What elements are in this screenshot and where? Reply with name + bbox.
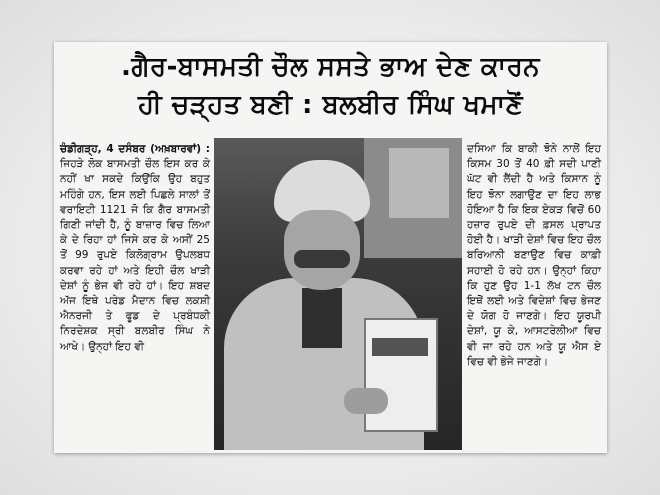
man-beard [294, 250, 350, 268]
article-photo [214, 138, 462, 450]
headline-line-2: ਹੀ ਚੜ੍ਹਤ ਬਣੀ : ਬਲਬੀਰ ਸਿੰਘ ਖਮਾਣੋਂ [137, 90, 524, 120]
dateline: ਚੰਡੀਗੜ੍ਹ, 4 ਦਸੰਬਰ (ਅਖ਼ਬਾਰਵਾਂ) : [60, 143, 210, 155]
background-product-display [389, 148, 449, 218]
man-hand [344, 388, 388, 414]
left-column-text: ਜਿਹੜੇ ਲੋਕ ਬਾਸਮਤੀ ਚੌਲ ਇਸ ਕਰ ਕੇ ਨਹੀਂ ਖਾ ਸਕਦੇ ਕਿਉਂਕਿ ਉਹ ਬਹੁਤ ਮਹਿੰਗੇ ਹਨ, ਇਸ ਲਈ ਪਿਛਲੇ ਸਾਲਾਂ ਤੋਂ ਵਰਾਇਟੀ 1121 ਜੋ ਕਿ ਗੈਰ ਬਾਸਮਤੀ ਗਿਣੀ ਜਾਂਦੀ ਹੈ, ਨੂੰ ਬਾਜ਼ਾਰ ਵਿਚ ਲਿਆ ਕੇ ਦੇ ਰਿਹਾ ਹਾਂ ਜਿਸੇ ਕਰ ਕੇ ਅਸੀਂ 25 ਤੋਂ 99 ਰੁਪਏ ਕਿਲੋਗ੍ਰਾਮ ਉਪਲਬਧ ਕਰਵਾ ਰਹੇ ਹਾਂ ਅਤੇ ਇਹੀ ਚੌਲ ਖਾੜੀ ਦੇਸ਼ਾਂ ਨੂੰ ਭੇਜ ਵੀ ਰਹੇ ਹਾਂ। ਇਹ ਸ਼ਬਦ ਅੱਜ ਇਥੇ ਪਰੇਡ ਮੈਦਾਨ ਵਿਚ ਲਕਸ਼ੀ ਐਨਰਜੀ ਤੇ ਫੂਡ ਦੇ ਪ੍ਰਬੰਧਕੀ ਨਿਰਦੇਸ਼ਕ ਸ੍ਰੀ ਬਲਬੀਰ ਸਿੰਘ ਨੇ ਆਖੇ। ਉਨ੍ਹਾਂ ਇਹ ਵੀ [60, 158, 210, 353]
headline [60, 48, 601, 124]
newspaper-clipping [54, 42, 607, 453]
man-shirt [302, 288, 342, 348]
rice-package-label [372, 338, 428, 356]
right-column-text: ਦਸਿਆ ਕਿ ਬਾਕੀ ਝੋਨੇ ਨਾਲੋਂ ਇਹ ਕਿਸਮ 30 ਤੋਂ 40 ਫ਼ੀ ਸਦੀ ਪਾਣੀ ਘੱਟ ਵੀ ਲੈਂਦੀ ਹੈ ਅਤੇ ਕਿਸਾਨ ਨੂੰ ਇਹ ਝੋਨਾ ਲਗਾਉਣ ਦਾ ਇਹ ਲਾਭ ਹੋਇਆ ਹੈ ਕਿ ਇਕ ਏਕੜ ਵਿਚੋਂ 60 ਹਜ਼ਾਰ ਰੁਪਏ ਦੀ ਫ਼ਸਲ ਪ੍ਰਾਪਤ ਹੋਈ ਹੈ। ਖਾੜੀ ਦੇਸ਼ਾਂ ਵਿਚ ਇਹ ਚੌਲ ਬਰਿਆਨੀ ਬਣਾਉਣ ਵਿਚ ਕਾਫ਼ੀ ਸਹਾਈ ਹੋ ਰਹੇ ਹਨ। ਉਨ੍ਹਾਂ ਕਿਹਾ ਕਿ ਹੁਣ ਉਹ 1-1 ਲੱਖ ਟਨ ਚੌਲ ਇਥੋਂ ਲਈ ਅਤੇ ਵਿਦੇਸ਼ਾਂ ਵਿਚ ਭੇਜਣ ਦੇ ਯੋਗ ਹੋ ਜਾਣਗੇ। ਇਹ ਯੂਰਪੀ ਦੇਸ਼ਾਂ, ਯੂ ਕੇ, ਆਸਟਰੇਲੀਆ ਵਿਚ ਵੀ ਜਾ ਰਹੇ ਹਨ ਅਤੇ ਯੂ ਐਸ ਏ ਵਿਚ ਵੀ ਭੇਜੇ ਜਾਣਗੇ। [467, 143, 601, 368]
rice-package [364, 318, 438, 432]
right-article-column [467, 142, 601, 370]
headline-line-1: .ਗੈਰ-ਬਾਸਮਤੀ ਚੌਲ ਸਸਤੇ ਭਾਅ ਦੇਣ ਕਾਰਨ [121, 52, 540, 82]
left-article-column [60, 142, 210, 355]
